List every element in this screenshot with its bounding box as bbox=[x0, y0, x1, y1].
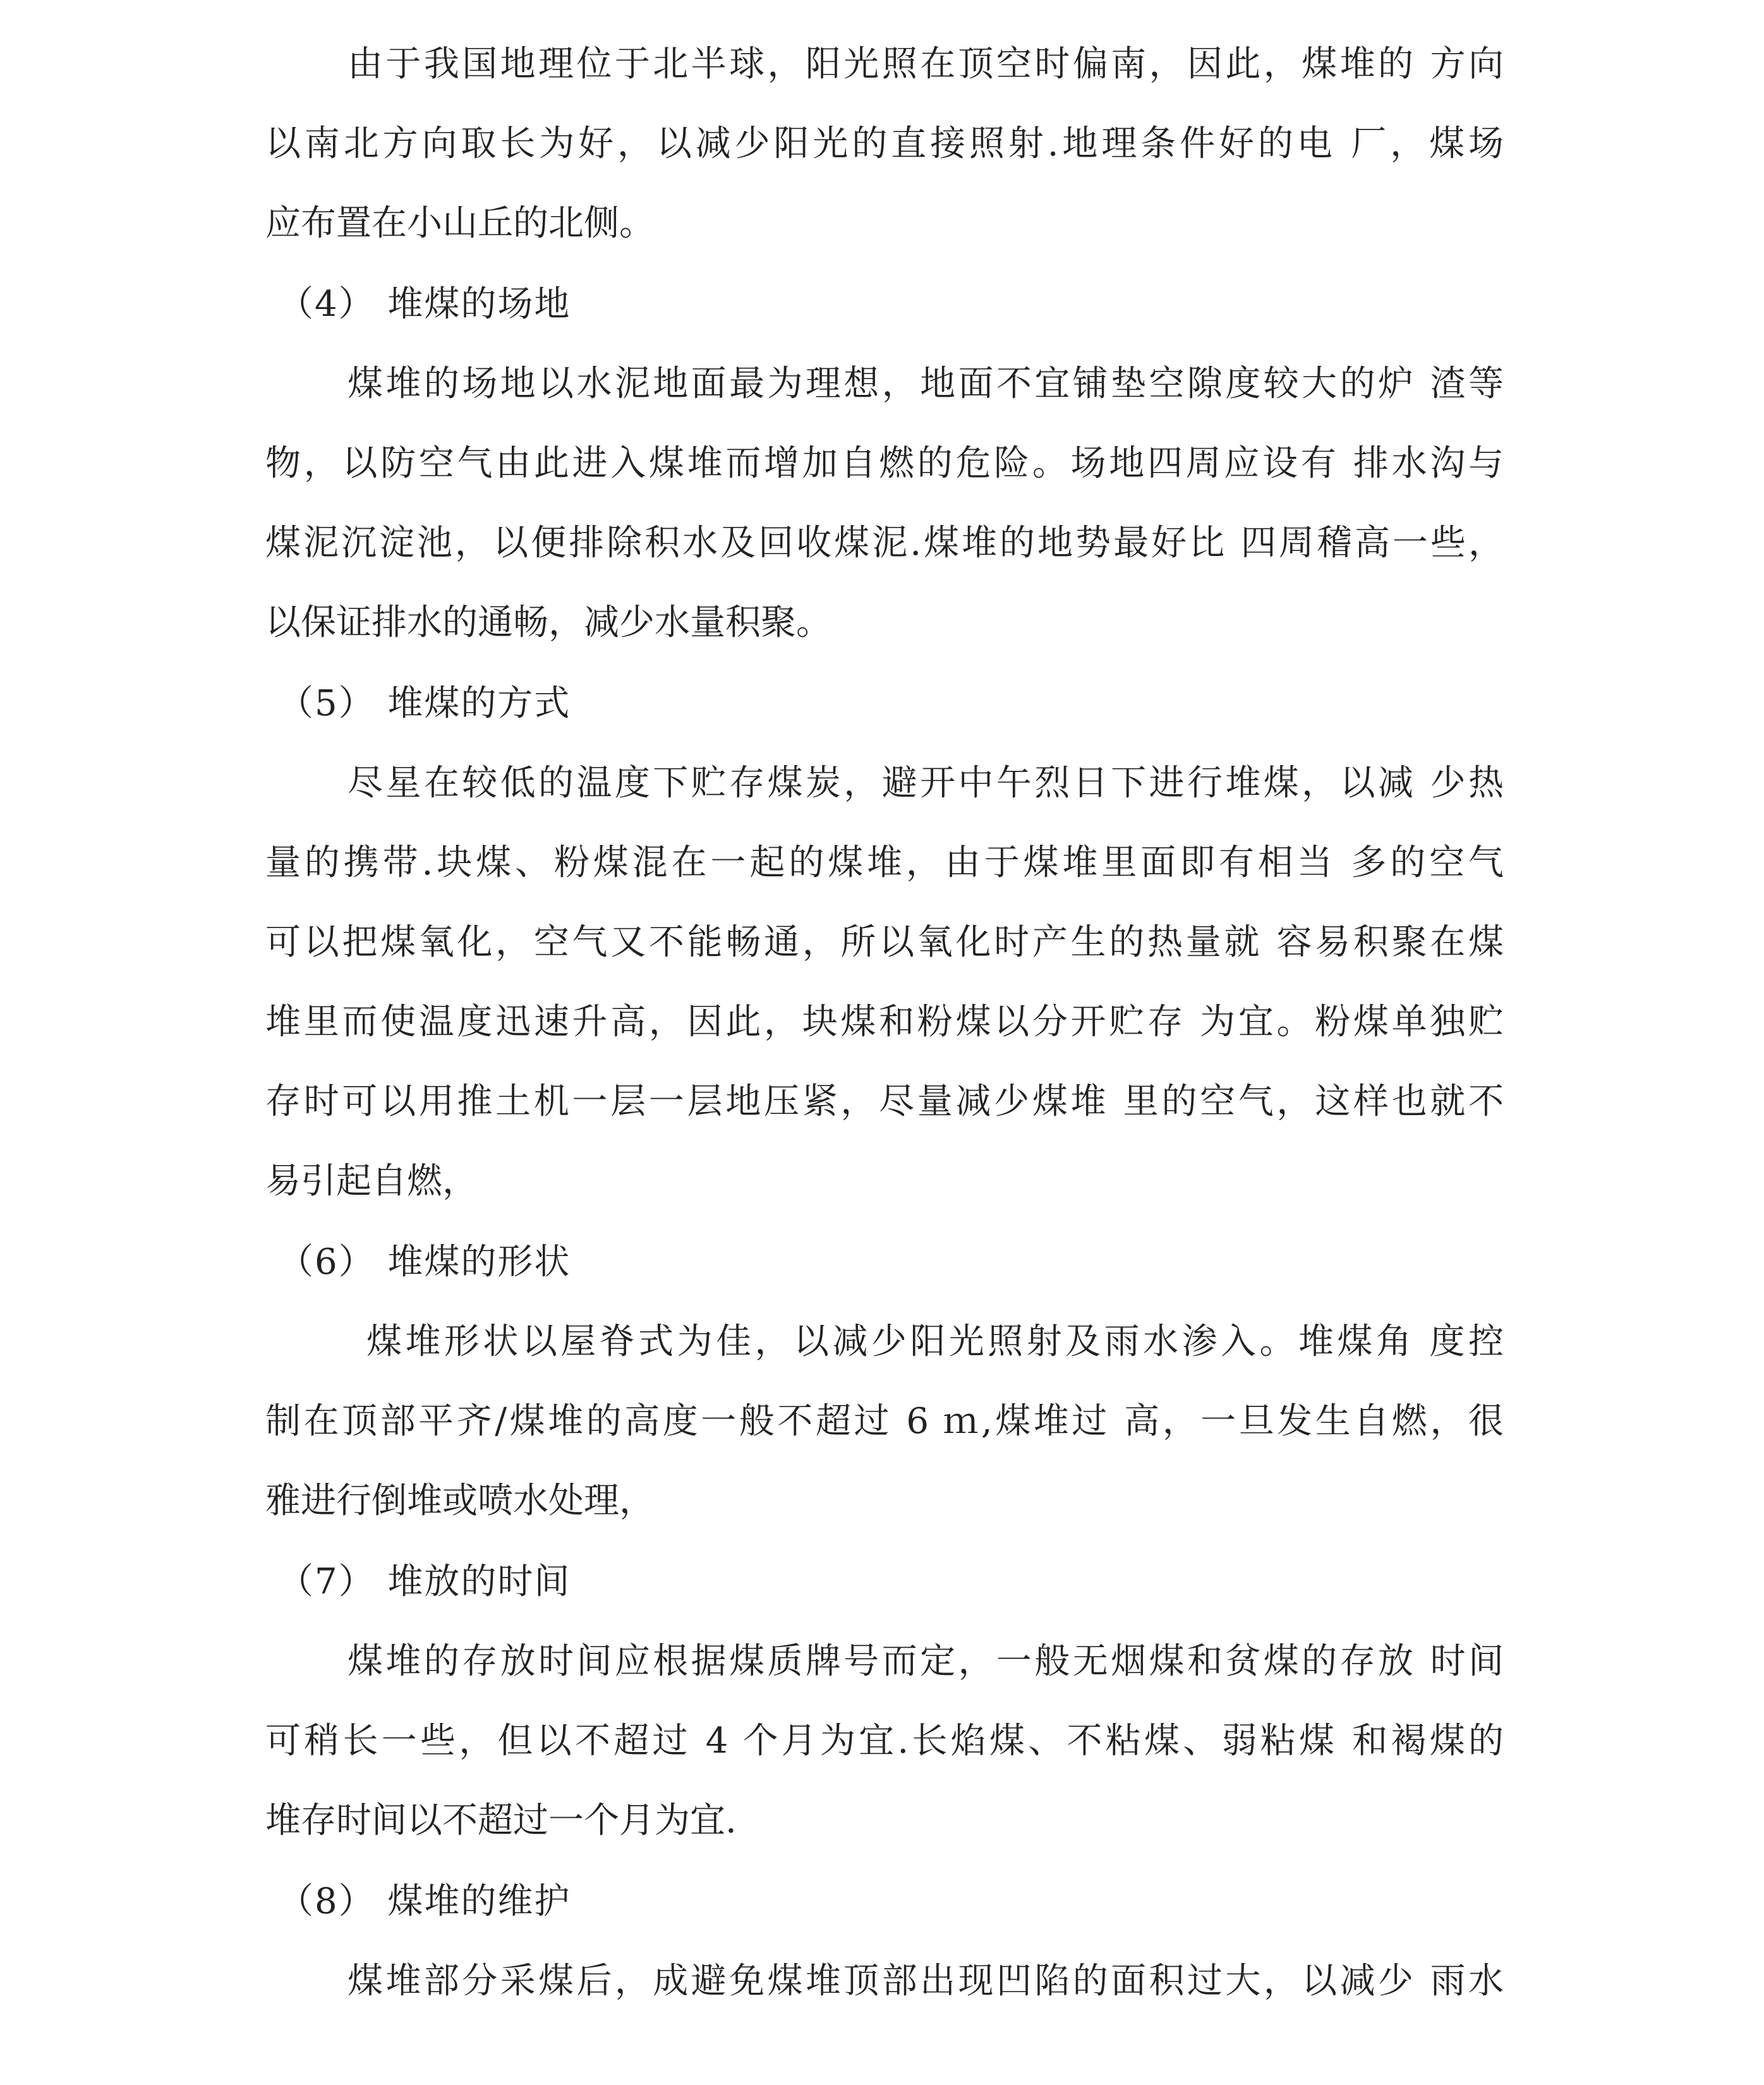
paragraph-line: 以保证排水的通畅，减少水量积聚。 bbox=[265, 602, 831, 643]
paragraph-line: 雅进行倒堆或喷水处理， bbox=[265, 1480, 655, 1521]
paragraph-line: 煤泥沉淀池，以便排除积水及回收煤泥.煤堆的地势最好比 四周稽高一些， bbox=[265, 523, 1504, 564]
section-heading: （6） 堆煤的形状 bbox=[278, 1242, 571, 1283]
paragraph-line: 物，以防空气由此进入煤堆而增加自燃的危险。场地四周应设有 排水沟与 bbox=[265, 443, 1504, 484]
paragraph-line: 尽星在较低的温度下贮存煤炭，避开中午烈日下进行堆煤，以减 少热 bbox=[347, 763, 1504, 804]
paragraph-line: 煤堆部分采煤后，成避免煤堆顶部出现凹陷的面积过大，以减少 雨水 bbox=[347, 1961, 1504, 2002]
paragraph-line: 可以把煤氧化，空气又不能畅通，所以氧化时产生的热量就 容易积聚在煤 bbox=[265, 922, 1504, 963]
paragraph-line: 煤堆的场地以水泥地面最为理想，地面不宜铺垫空隙度较大的炉 渣等 bbox=[347, 363, 1504, 404]
section-heading: （4） 堆煤的场地 bbox=[278, 284, 571, 325]
paragraph-line: 堆里而使温度迅速升高，因此，块煤和粉煤以分开贮存 为宜。粉煤单独贮 bbox=[265, 1001, 1504, 1042]
paragraph-line: 可稍长一些，但以不超过 4 个月为宜.长焰煤、不粘煤、弱粘煤 和褐煤的 bbox=[265, 1720, 1504, 1762]
section-heading: （5） 堆煤的方式 bbox=[278, 683, 571, 724]
paragraph-line: 煤堆的存放时间应根据煤质牌号而定，一般无烟煤和贫煤的存放 时间 bbox=[347, 1641, 1504, 1682]
paragraph-line: 量的携带.块煤、粉煤混在一起的煤堆，由于煤堆里面即有相当 多的空气 bbox=[265, 842, 1504, 883]
paragraph-line: 应布置在小山丘的北侧。 bbox=[265, 203, 655, 244]
paragraph-line: 由于我国地理位于北半球，阳光照在顶空时偏南，因此，煤堆的 方向 bbox=[347, 44, 1504, 85]
paragraph-line: 以南北方向取长为好，以减少阳光的直接照射.地理条件好的电 厂，煤场 bbox=[265, 123, 1504, 164]
paragraph-line: 堆存时间以不超过一个月为宜. bbox=[265, 1800, 737, 1841]
section-heading: （8） 煤堆的维护 bbox=[278, 1881, 571, 1922]
paragraph-line: 存时可以用推土机一层一层地压紧，尽量减少煤堆 里的空气，这样也就不 bbox=[265, 1081, 1504, 1122]
paragraph-line: 易引起自燃， bbox=[265, 1161, 478, 1202]
paragraph-line: 煤堆形状以屋脊式为佳，以减少阳光照射及雨水渗入。堆煤角 度控 bbox=[366, 1321, 1504, 1362]
section-heading: （7） 堆放的时间 bbox=[278, 1561, 571, 1602]
paragraph-line: 制在顶部平齐/煤堆的高度一般不超过 6 ｍ,煤堆过 高，一旦发生自燃，很 bbox=[265, 1401, 1504, 1442]
